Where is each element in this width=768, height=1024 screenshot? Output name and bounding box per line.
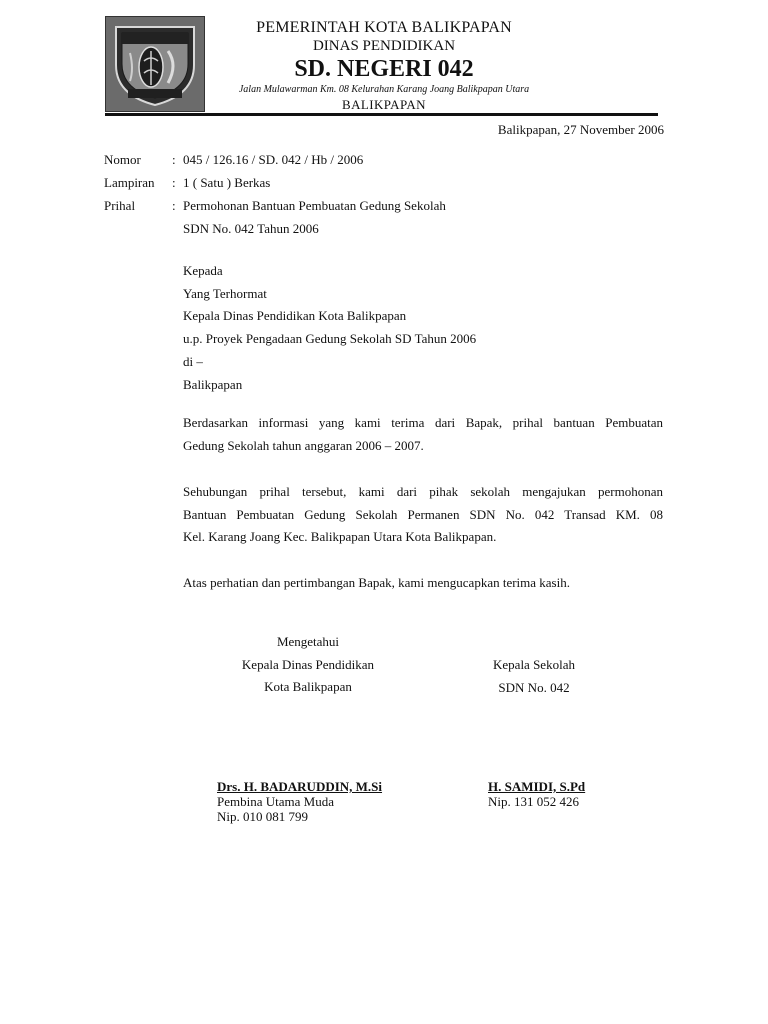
recipient-line: Kepada xyxy=(183,263,223,278)
paragraph-line: Gedung Sekolah tahun anggaran 2006 – 2007. xyxy=(183,437,424,453)
recipient-line: Balikpapan xyxy=(183,376,243,392)
meta-label: Prihal xyxy=(104,198,136,213)
meta-value: 045 / 126.16 / SD. 042 / Hb / 2006 xyxy=(183,152,364,167)
recipient-line: di – xyxy=(183,353,203,369)
paragraph-line: Kel. Karang Joang Kec. Balikpapan Utara Kota Balikpapan. xyxy=(183,529,497,545)
school-address: Jalan Mulawarman Km. 08 Kelurahan Karang Joang Balikpapan Utara xyxy=(238,84,530,95)
signatory-name: H. SAMIDI, S.Pd xyxy=(488,779,586,794)
body-paragraph-1 xyxy=(183,412,663,457)
signature-heading-line: Kota Balikpapan xyxy=(264,679,352,695)
letterhead-divider xyxy=(105,113,658,116)
meta-value: SDN No. 042 Tahun 2006 xyxy=(183,221,319,236)
letter-date: Balikpapan, 27 November 2006 xyxy=(497,122,664,137)
signatory-nip: Nip. 010 081 799 xyxy=(217,809,308,824)
meta-colon: : xyxy=(172,175,176,190)
school-name: SD. NEGERI 042 xyxy=(294,56,474,82)
recipient-line: Yang Terhormat xyxy=(183,285,267,301)
meta-label: Lampiran xyxy=(104,175,155,190)
meta-label: Nomor xyxy=(104,152,141,167)
signature-heading-line: SDN No. 042 xyxy=(498,679,570,695)
signatory-name: Drs. H. BADARUDDIN, M.Si xyxy=(217,779,383,794)
paragraph-line: Sehubungan prihal tersebut, kami dari pihak sekolah mengajukan permohonan xyxy=(183,484,663,499)
signatory-nip: Nip. 131 052 426 xyxy=(488,794,579,809)
letterhead xyxy=(204,18,564,112)
department-name: DINAS PENDIDIKAN xyxy=(312,38,456,54)
signature-heading-line: Mengetahui xyxy=(276,634,340,649)
body-paragraph-3 xyxy=(183,572,663,595)
meta-colon: : xyxy=(172,152,176,167)
signatory-rank: Pembina Utama Muda xyxy=(217,794,334,809)
paragraph-line: Bantuan Pembuatan Gedung Sekolah Permanen SDN No. 042 Transad KM. 08 xyxy=(183,506,663,522)
paragraph-line: Berdasarkan informasi yang kami terima dari Bapak, prihal bantuan Pembuatan xyxy=(183,415,663,430)
signature-right-heading xyxy=(464,654,604,699)
body-paragraph-2 xyxy=(183,481,663,549)
government-name: PEMERINTAH KOTA BALIKPAPAN xyxy=(256,19,512,36)
paragraph-line: Atas perhatian dan pertimbangan Bapak, kami mengucapkan terima kasih. xyxy=(183,575,570,590)
signature-heading-line: Kepala Dinas Pendidikan xyxy=(241,656,375,672)
recipient-block xyxy=(183,260,476,396)
signature-right xyxy=(488,779,585,809)
meta-value: Permohonan Bantuan Pembuatan Gedung Sekolah xyxy=(183,198,446,213)
signature-left xyxy=(217,779,382,824)
city-emblem-icon xyxy=(105,16,205,112)
recipient-line: Kepala Dinas Pendidikan Kota Balikpapan xyxy=(183,308,407,324)
school-city: BALIKPAPAN xyxy=(342,97,426,112)
meta-value: 1 ( Satu ) Berkas xyxy=(183,175,271,190)
meta-colon: : xyxy=(172,198,176,213)
signature-left-heading xyxy=(218,631,398,699)
recipient-line: u.p. Proyek Pengadaan Gedung Sekolah SD Tahun 2006 xyxy=(183,331,477,347)
signature-heading-line: Kepala Sekolah xyxy=(493,657,575,672)
